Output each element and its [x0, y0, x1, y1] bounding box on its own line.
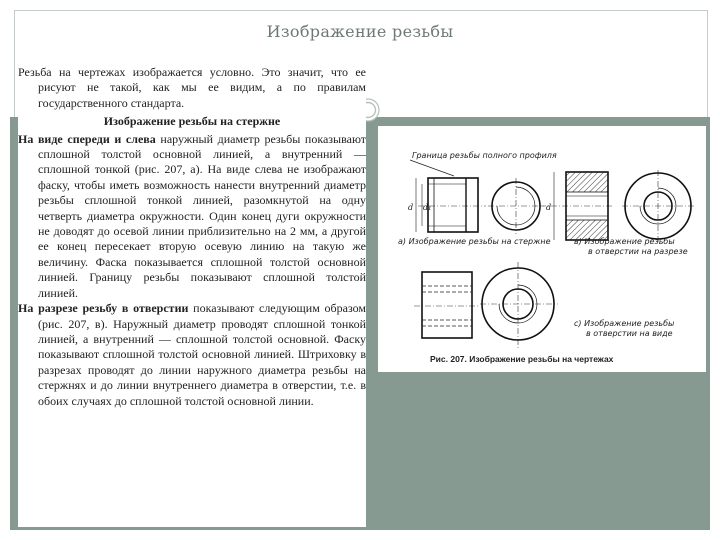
label-c-line2: в отверстии на виде [586, 329, 673, 338]
frame-line-right [707, 10, 708, 120]
dim-d1-front: d₁ [423, 203, 432, 212]
dim-d-hole: d [546, 203, 552, 212]
hole-lead: На разрезе резьбу в отверстии [18, 301, 189, 316]
hole-section [540, 172, 614, 240]
body-text [18, 65, 366, 527]
rod-paragraph [18, 132, 366, 301]
label-b-line1: в) Изображение резьбы [574, 237, 675, 246]
dim-d-front: d [408, 203, 414, 212]
rod-front-view [408, 178, 486, 232]
label-a: а) Изображение резьбы на стержне [398, 237, 551, 246]
hole-circle-view [480, 262, 558, 348]
frame-line-top [14, 10, 707, 11]
rod-lead: На виде спереди и слева [18, 131, 156, 146]
thread-drawing [378, 126, 706, 372]
slide-title: Изображение резьбы [266, 22, 454, 41]
hole-front-view [414, 272, 478, 338]
leader-label: Граница резьбы полного профиля [412, 151, 557, 160]
rod-left-view [488, 178, 544, 234]
figure-caption: Рис. 207. Изображение резьбы на чертежах [430, 354, 614, 364]
rod-body: наружный диаметр резьбы показывают сплошной толстой основной линией, а внутренний — сплошной тонкой (рис. 207, а). На виде слева не изображают фаску, чтобы иметь возможность нанести внутренний диаметр резьбы сплошной тонкой линией, разомкнутой на одну четверть диаметра окружности. Один конец дуги окружности не доводят до осевой линии приблизительно на 2 мм, а другой ее конец пересекает вторую осевую линию на такую же величину. Фаска показывается сплошной толстой основной линией. Границу резьбы показывают сплошной толстой линией. [38, 131, 366, 300]
hole-body: показывают следующим образом (рис. 207, в). Наружный диаметр проводят сплошной тонкой линией, а внутренний — сплошной толстой основной. Фаску показывают сплошной толстой основной линией. Штриховку в разрезах проводят до линии наружного диаметра резьбы на стержнях и до линии внутреннего диаметра в отверстии, т.е. в обоих случаях до сплошной толстой основной линии. [38, 301, 367, 408]
label-c-line1: с) Изображение резьбы [574, 319, 675, 328]
thread-figure [378, 126, 706, 372]
hole-paragraph [18, 301, 366, 409]
leader-line [410, 160, 454, 176]
section-subheading: Изображение резьбы на стержне [103, 114, 281, 129]
label-b-line2: в отверстии на разрезе [588, 247, 688, 256]
intro-paragraph: Резьба на чертежах изображается условно. Это значит, что ее рисуют не такой, как мы ее видим, а по правилам государственного стандарта. [18, 65, 366, 110]
hole-end-view [622, 170, 694, 242]
